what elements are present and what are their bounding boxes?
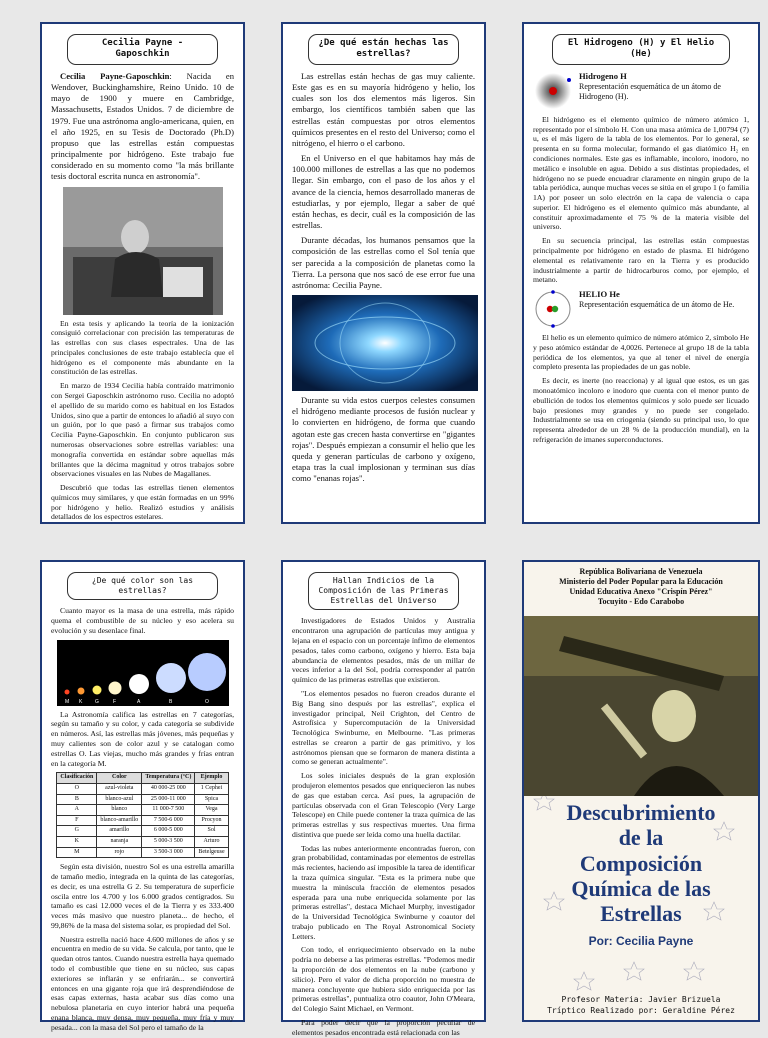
table-cell: G (57, 826, 97, 837)
hydrogen-atom-icon (533, 71, 573, 111)
table-cell: 11 000-7 500 (142, 805, 195, 816)
title-line: Estrellas (600, 901, 682, 927)
panel-title: ¿De qué están hechas las estrellas? (308, 34, 458, 65)
table-cell: A (57, 805, 97, 816)
table-row (57, 847, 228, 858)
header-line: República Bolivariana de Venezuela (579, 567, 703, 576)
table-cell: 25 000-11 000 (142, 794, 195, 805)
table-header: Ejemplo (195, 773, 228, 784)
paragraph: Con todo, el enriquecimiento observado en la nube podría no deberse a las primeras estrellas. "Podemos medir la proporción de dos elementos en la nube (carbono y silicio). Pero el valor de dicha proporción no muestra de manera concluyente que hubiera sido enriquecida por las primeras estrellas", puntualiza otro coautor, John O'Meara, del Colegio Saint Michael, en Vermont. (292, 945, 475, 1014)
table-cell: Spica (195, 794, 228, 805)
credit-line: Tríptico Realizado por: Geraldine Pérez (547, 1005, 735, 1015)
paragraph: "Los elementos pesados no fueron creados durante el Big Bang sino después por las estrellas", explica el investigador principal, Neil Crighton, del Centro de Astrofísica y Supercomputación de la Universidad Tecnológica Swinburne, en Melbourne. "Las primeras estrellas se crearon a partir de gas primitivo, y los astrónomos piensan que se formaron de manera distinta a como se generan actualmente". (292, 688, 475, 767)
paragraph: Nuestra estrella nació hace 4.600 millones de años y se encuentra en medio de su vida. Se calcula, por tanto, que le quedan otros tantos. Cuando nuestra estrella haya quemado todo el combustible que tiene en su núcleo, sus capas exteriores se inflarán y se enfriarán... se convertirá entonces en una gigante roja que irá desprendiéndose de esas capas externas, hasta acabar sus días como una nebulosa planetaria en cuyo interior habrá una pequeña enana blanca, muy densa, muy pequeña, muy fría y muy pesada... con la masa del Sol pero el tamaño de la (51, 934, 234, 1032)
table-cell: O (57, 783, 97, 794)
table-header: Clasificación (57, 773, 97, 784)
paragraph: Es decir, es inerte (no reacciona) y al igual que estos, es un gas monoatómico incoloro e inodoro que cuenta con el menor punto de ebullición de todos los elementos químicos y solo puede ser licuado bajo presiones muy grandes y no puede ser congelado. Industrialmente se usa en criogenia (siendo su principal uso, lo que representa alrededor de un 28 % de la producción mundial), en la refrigeración de imanes superconductores. (533, 376, 749, 444)
paragraph: Los soles iniciales después de la gran explosión produjeron elementos pesados que enriquecieron las nubes de gas que estaban cerca. Así pues, la agrupación de partículas observada con el Gran Telescopio (Very Large Telescope) en Chile puede contener la traza química de las primeras estrellas y sus respectivas muertes. Una firma distintiva que puede ser leída como una huella dactilar. (292, 771, 475, 839)
table-cell: Sol (195, 826, 228, 837)
cover-title (524, 800, 758, 926)
table-row (57, 794, 228, 805)
cover-panel (522, 560, 760, 1022)
class-letter: O (204, 698, 209, 705)
table-cell: K (57, 837, 97, 848)
title-line: Química de las (571, 875, 711, 901)
paragraph: Las estrellas están hechas de gas muy caliente. Este gas es en su mayoría hidrógeno y helio, los cuales son los dos elementos más ligeros. Sin embargo, los científicos también saben que las estrellas están compuestas por otros elementos químicos presentes en el resto del Universo; como el nitrógeno, el hierro o el carbono. (292, 70, 475, 148)
paragraph: Todas las nubes anteriormente encontradas fueron, con gran probabilidad, contaminadas por elementos de estrellas más recientes, haciendo así imposible la tarea de identificar la traza química singular. "Esta es la primera nube que muestra la minúscula fracción de elementos pesados esperada para una nube enriquecida solamente por las primeras estrellas", destaca Michael Murphy, investigador de la Universidad Tecnológica Swinburne y coautor del trabajo publicado en The Royal Astronomical Society Letters. (292, 843, 475, 941)
table-cell: blanco-amarillo (97, 815, 142, 826)
table-cell: azul-violeta (97, 783, 142, 794)
table-cell: M (57, 847, 97, 858)
paragraph: Durante décadas, los humanos pensamos que la composición de las estrellas como el Sol tenía que ser parecida a la composición de planetas como la Tierra. La persona que nos sacó de ese error fue una astrónoma: Cecilia Payne. (292, 235, 475, 290)
table-row (57, 815, 228, 826)
cover-author: Por: Cecilia Payne (588, 934, 694, 948)
cover-credits (524, 994, 758, 1016)
table-cell: 3 500-3 000 (142, 847, 195, 858)
table-cell: 7 500-6 000 (142, 815, 195, 826)
table-header: Color (97, 773, 142, 784)
panel-star-colors (40, 560, 245, 1032)
table-cell: naranja (97, 837, 142, 848)
table-cell: Arturo (195, 837, 228, 848)
paragraph: Para poder decir que la proporción peculiar de elementos pesados encontrada está relacionada con las (292, 1017, 475, 1037)
header-line: Tocuyito - Edo Carabobo (597, 597, 685, 606)
table-row (57, 805, 228, 816)
title-line: Descubrimiento (566, 800, 716, 825)
paragraph: La Astronomía califica las estrellas en 7 categorías, según su tamaño y su color, y cada categoría se subdivide en números. Así, las estrellas más jóvenes, más pequeñas y muy calientes son de color azul y se catalogan como estrellas O. Las viejas, mucho más grandes y frías entran en la categoría M. (51, 709, 234, 768)
table-row (57, 837, 228, 848)
hydrogen-caption: Representación esquemática de un átomo de Hidrogeno (H). (579, 82, 721, 102)
paragraph: Durante su vida estos cuerpos celestes consumen el hidrógeno mediante procesos de fusión nuclear y lo convierten en hidrógeno, de forma que cuando agotan este gas crecen hasta convertirse en "gigantes rojas". Después empiezan a consumir el helio que les queda y generan partículas de carbono y oxígeno, etapa tras la cual implosionan y terminan sus días como "enanas rojas". (292, 395, 475, 484)
table-cell: 1 Cephei (195, 783, 228, 794)
panel-stars-composition (281, 22, 486, 524)
class-letter: G (94, 698, 99, 705)
paragraph: En el Universo en el que habitamos hay más de 100.000 millones de estrellas a las que no podemos llegar. Sin embargo, con el paso de los años y el avance de la ciencia, hemos desarrollado maneras de estudiarlas, y por ejemplo, llegar a saber de qué están hechas, es decir, cuál es la composición de las estrellas. (292, 153, 475, 231)
table-cell: blanco-azul (97, 794, 142, 805)
table-cell: F (57, 815, 97, 826)
panel-title: ¿De qué color son las estrellas? (67, 572, 217, 600)
panel-title: El Hidrogeno (H) y El Helio (He) (552, 34, 729, 65)
telescope-photo (524, 616, 758, 796)
paragraph: En marzo de 1934 Cecilia había contraído matrimonio con Sergei Gaposchkin astrónomo ruso. Cecilia no adoptó el apellido de su marido como es habitual en los Estados Unidos, sino que a partir de entonces lo añadió al suyo con un guión, por lo que pasó a firmar sus trabajos como Cecilia Payne-Gaposchkin. En conjunto publicaron sus numerosas observaciones sobre estrellas variables: una monografía convertida en estándar sobre aquellas más brillantes que la décima magnitud y otros trabajos sobre observaciones visuales en las Nubes de Magallanes. (51, 381, 234, 479)
helium-caption: Representación esquemática de un átomo de He. (579, 300, 735, 310)
helium-atom-icon (533, 289, 573, 329)
table-row (57, 826, 228, 837)
panel-hydrogen-helium (522, 22, 760, 524)
paragraph: El helio es un elemento químico de número atómico 2, símbolo He y peso atómico estándar de 4,0026. Pertenece al grupo 18 de la tabla periódica de los elementos, ya que al tener el nivel de energía completo presenta las propiedades de un gas noble. (533, 333, 749, 372)
table-cell: rojo (97, 847, 142, 858)
star-size-image (57, 640, 229, 706)
table-cell: Procyon (195, 815, 228, 826)
panel-title: Cecilia Payne - Gaposchkin (67, 34, 217, 65)
panel-first-stars (281, 560, 486, 1037)
table-cell: 5 000-3 500 (142, 837, 195, 848)
header-line: Ministerio del Poder Popular para la Educación (559, 577, 723, 586)
class-letter: K (78, 698, 82, 705)
class-letter: B (168, 698, 172, 705)
bio-text: : Nacida en Wendover, Buckinghamshire, Reino Unido. 10 de mayo de 1900 y muere en Cambridge, Massachusetts, Estados Unidos. 7 de diciembre de 1979. Fue una astrónoma anglo-americana, quien, en el año 1925, en su Tesis de Doctorado (Ph.D) propuso que las estrellas están compuestas principalmente por hidrógeno. Este trabajo fue considerado en su momento como "la más brillante tesis doctoral escrita nunca en astronomía". (51, 70, 234, 182)
hydrogen-label: Hidrogeno H (579, 70, 627, 81)
class-letter: M (64, 698, 69, 705)
paragraph: En esta tesis y aplicando la teoría de la ionización consiguió correlacionar con precisión las temperaturas de las estrellas con sus clases espectrales. Una de las principales conclusiones de este trabajo establecía que el hidrógeno es el componente más abundante en la constitución de las estrellas. (51, 318, 234, 377)
galaxy-image (292, 295, 478, 391)
class-letter: A (136, 698, 140, 705)
paragraph: Investigadores de Estados Unidos y Australia encontraron una agrupación de partículas muy antigua y lejana en el espacio con un porcentaje ínfimo de elementos pesados, tales como carbono, oxígeno y hierro. Esta baja abundancia de elementos pesados, más de un millar de veces inferior a la del Sol, podría corresponder al patrón químico de las primeras estrellas que existieron. (292, 616, 475, 685)
cecilia-photo (63, 187, 223, 315)
table-cell: blanco (97, 805, 142, 816)
star-classification-table (56, 772, 228, 858)
title-line: Composición (579, 850, 703, 876)
header-line: Unidad Educativa Anexo "Crispín Pérez" (569, 587, 713, 596)
bio-name: Cecilia Payne-Gaposchkin (60, 70, 170, 81)
table-header: Temperatura (°C) (142, 773, 195, 784)
panel-cecilia-payne (40, 22, 245, 524)
table-cell: Betelgeuse (195, 847, 228, 858)
helium-label: HELIO He (579, 289, 620, 300)
paragraph: En su secuencia principal, las estrellas están compuestas principalmente por hidrógeno en estado de plasma. El hidrógeno elemental es relativamente raro en la Tierra y es producido industrialmente a partir de hidrocarburos como, por ejemplo, el metano. (533, 236, 749, 285)
class-letter: F (112, 698, 116, 705)
paragraph: El hidrógeno es el elemento químico de número atómico 1, representado por el símbolo H. Con una masa atómica de 1,00794 (7) u, es el más ligero de la tabla de los elementos. Por lo general, se presenta en su forma molecular, formando el gas diatómico H₂ en condiciones normales. Este gas es inflamable, incoloro, inodoro, no metálico e insoluble en agua. Debido a sus distintas propiedades, el hidrógeno no se puede encuadrar claramente en ningún grupo de la tabla periódica, aunque muchas veces se sitúa en el grupo 1 (o familia 1A) por poseer un solo electrón en la capa de valencia o capa superior. El hidrógeno es el elemento químico más abundante, al constituir aproximadamente el 75 % de la materia visible del universo. (533, 114, 749, 232)
title-line: de la (618, 825, 664, 851)
table-cell: 6 000-5 000 (142, 826, 195, 837)
paragraph: Cuanto mayor es la masa de una estrella, más rápido quema el combustible de su núcleo y eso acelera su evolución y su desenlace final. (51, 606, 234, 635)
table-cell: 40 000-25 000 (142, 783, 195, 794)
table-row (57, 783, 228, 794)
paragraph: Descubrió que todas las estrellas tienen elementos químicos muy similares, y que están formadas en un 99% por hidrógeno y helio. Realizó estudios y análisis detallados de los espectros estelares. (51, 483, 234, 522)
paragraph: Según esta división, nuestro Sol es una estrella amarilla de tamaño medio, integrada en la quinta de las categorías, es decir, es una estrella G 2. Su temperatura de superficie oscila entre los 4.700 y los 6.000 grados centígrados. Su tamaño es casi 12.000 veces el de la Tierra y es 333.400 veces más masivo que nuestro planeta... de hecho, el 99,86% de la masa del sistema solar, es propiedad del Sol. (51, 862, 234, 930)
panel-title: Hallan Indicios de la Composición de las Primeras Estrellas del Universo (308, 572, 458, 610)
table-cell: Vega (195, 805, 228, 816)
table-cell: amarillo (97, 826, 142, 837)
credit-line: Profesor Materia: Javier Brizuela (561, 994, 721, 1004)
table-cell: B (57, 794, 97, 805)
